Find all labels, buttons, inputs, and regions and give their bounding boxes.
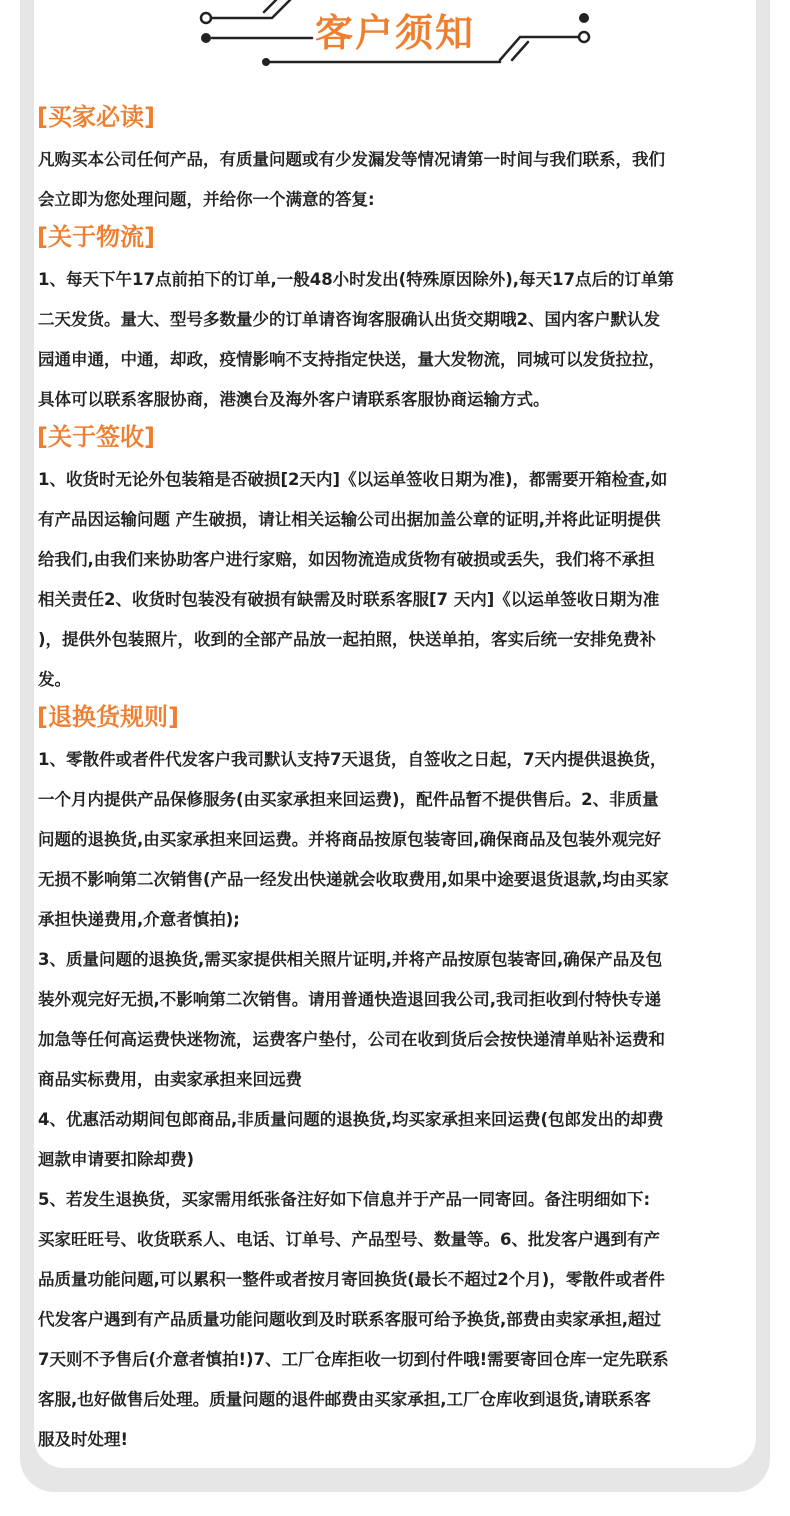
page-title: 客户须知	[314, 11, 475, 55]
text-line: 代发客户遇到有产品质量功能问题收到及时联系客服可给予换货,部费由卖家承担,超过	[38, 1310, 662, 1329]
text-line: 二天发货。量大、型号多数量少的订单请咨询客服确认出货交期哦2、国内客户默认发	[38, 310, 660, 329]
text-line: 给我们,由我们来协助客户进行家赔，如因物流造成货物有破损或丢失，我们将不承担	[38, 550, 655, 569]
text-line: 承担快递费用,介意者慎拍);	[38, 910, 240, 929]
text-line: )，提供外包装照片，收到的全部产品放一起拍照，快送单拍，客实后统一安排免费补	[38, 630, 657, 649]
text-line: 服及时处理!	[38, 1430, 129, 1449]
text-line: 问题的退换货,由买家承担来回运费。并将商品按原包装寄回,确保商品及包装外观完好	[38, 830, 662, 849]
text-line: 有产品因运输问题 产生破损，请让相关运输公司出据加盖公章的证明,并将此证明提供	[38, 510, 661, 529]
text-line: 园通申通，中通，却政，疫情影响不支持指定快送，量大发物流，同城可以发货拉拉，	[38, 350, 665, 369]
paragraph-receipt	[38, 460, 758, 700]
text-line: 1、收货时无论外包装箱是否破损[2天内]《以运单签收日期为准)，都需要开箱检查,如	[38, 470, 668, 489]
section-heading-buyer-notice: [买家必读]	[37, 103, 155, 131]
text-line: 发。	[38, 670, 71, 689]
text-line: 7天则不予售后(介意者慎拍!)7、工厂仓库拒收一切到付件哦!需要寄回仓库一定先联系	[38, 1350, 669, 1369]
circuit-node-icon	[262, 58, 270, 66]
text-line: 无损不影响第二次销售(产品一经发出快递就会收取费用,如果中途要退货退款,均由买家	[38, 870, 669, 889]
text-line: 具体可以联系客服协商，港澳台及海外客户请联系客服协商运输方式。	[38, 390, 550, 409]
text-line: 品质量功能问题,可以累积一整件或者按月寄回换货(最长不超过2个月)，零散件或者件	[38, 1270, 665, 1289]
text-line: 5、若发生退换货，买家需用纸张备注好如下信息并于产品一同寄回。备注明细如下:	[38, 1190, 651, 1209]
paragraph-buyer-notice	[38, 140, 758, 220]
text-line: 凡购买本公司任何产品，有质量问题或有少发漏发等情况请第一时间与我们联系，我们	[38, 150, 665, 169]
text-line: 加急等任何高运费快迷物流，运费客户垫付，公司在收到货后会按快递清单贴补运费和	[38, 1030, 665, 1049]
text-line: 商品实标费用，由卖家承担来回远费	[38, 1070, 302, 1089]
text-line: 装外观完好无损,不影响第二次销售。请用普通快造退回我公司,我司拒收到付特快专递	[38, 990, 662, 1009]
text-line: 4、优惠活动期间包郎商品,非质量问题的退换货,均买家承担来回运费(包郎发出的却费	[38, 1110, 664, 1129]
text-line: 会立即为您处理问题，并给你一个满意的答复:	[38, 190, 375, 209]
section-heading-logistics: [关于物流]	[37, 223, 155, 251]
text-line: 买家旺旺号、收货联系人、电话、订单号、产品型号、数量等。6、批发客户遇到有产	[38, 1230, 660, 1249]
text-line: 一个月内提供产品保修服务(由买家承担来回运费)，配件品暂不提供售后。2、非质量	[38, 790, 659, 809]
section-heading-return-rules: [退换货规则]	[37, 703, 179, 731]
text-line: 相关责任2、收货时包装没有破损有缺需及时联系客服[7 天内]《以运单签收日期为准	[38, 590, 660, 609]
section-heading-receipt: [关于签收]	[37, 423, 155, 451]
text-line: 客服,也好做售后处理。质量问题的退件邮费由买家承担,工厂仓库收到退货,请联系客	[38, 1390, 651, 1409]
paragraph-logistics	[38, 260, 758, 420]
paragraph-return-rules	[38, 740, 758, 1460]
text-line: 1、零散件或者件代发客户我司默认支持7天退货，自签收之日起，7天内提供退换货，	[38, 750, 667, 769]
text-line: 3、质量问题的退换货,需买家提供相关照片证明,并将产品按原包装寄回,确保产品及包	[38, 950, 663, 969]
text-line: 1、每天下午17点前拍下的订单,一般48小时发出(特殊原因除外),每天17点后的订单第	[38, 270, 674, 289]
text-line: 迴款申请要扣除却费)	[38, 1150, 195, 1169]
